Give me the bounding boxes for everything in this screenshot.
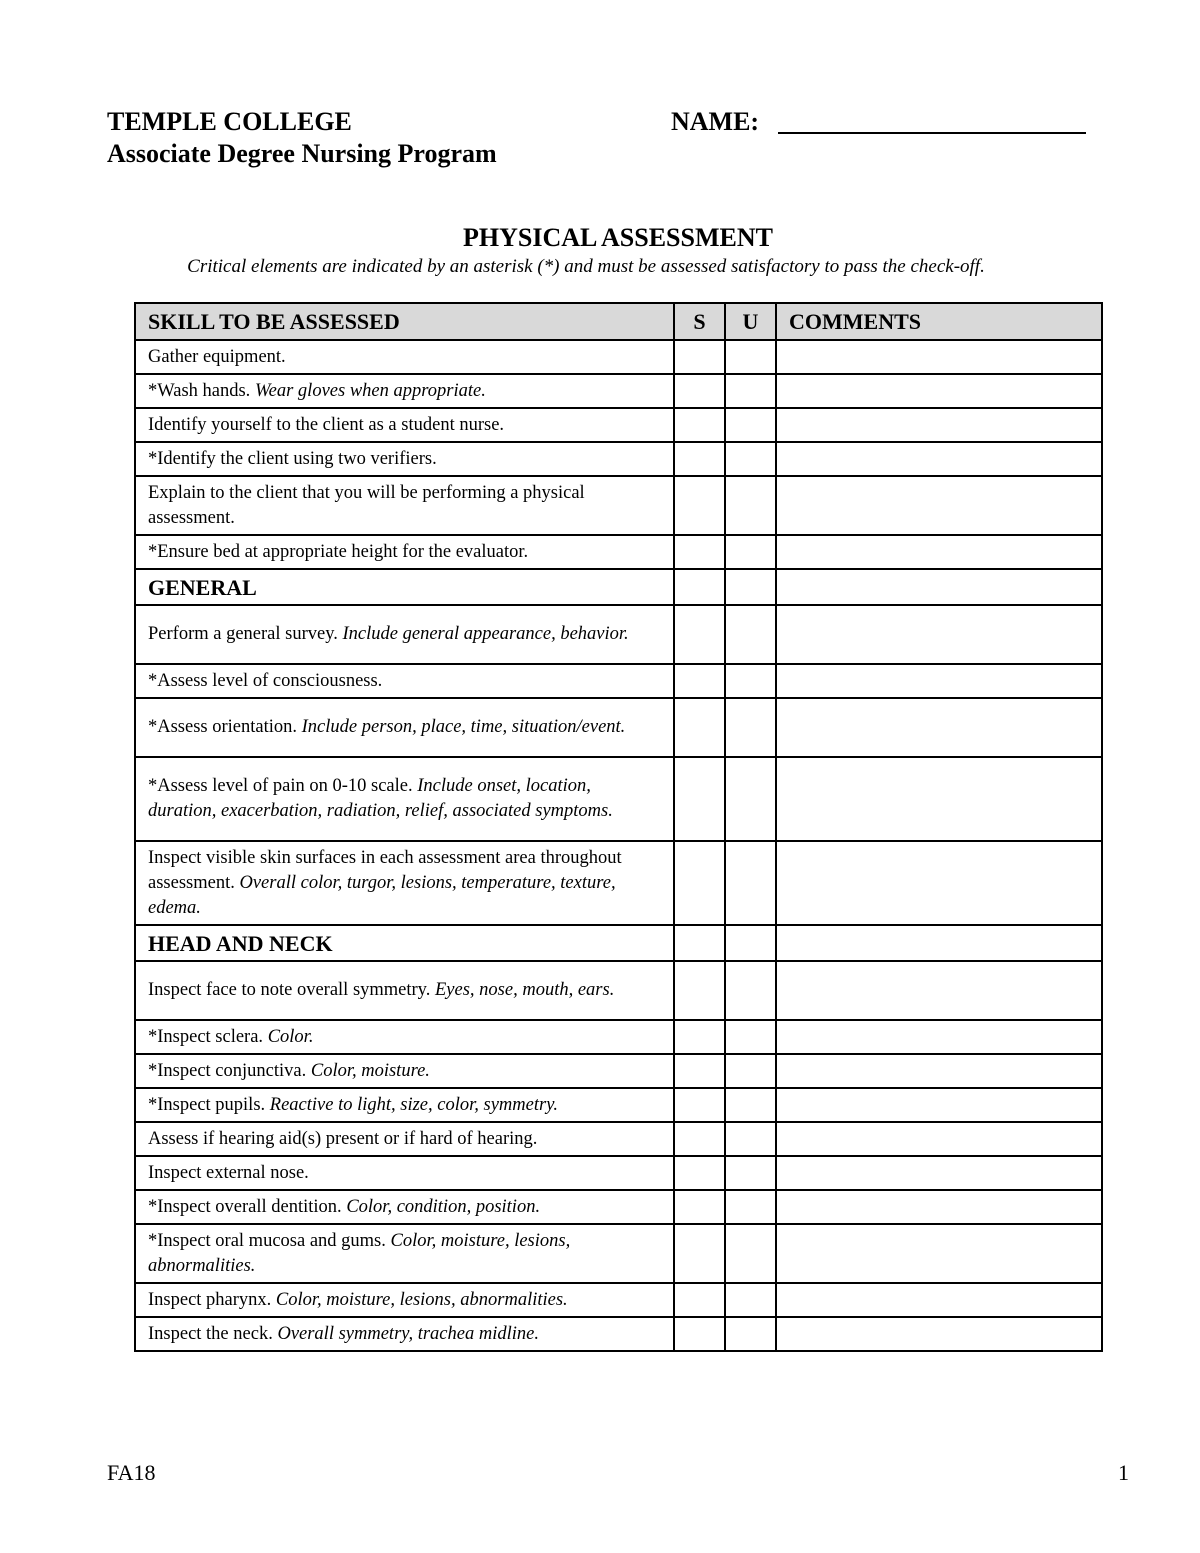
skill-note: Color, moisture. [310, 1060, 430, 1081]
comments-cell[interactable] [776, 340, 1102, 374]
skills-table-body [135, 340, 1102, 1351]
u-checkbox-cell[interactable] [725, 569, 776, 605]
comments-cell[interactable] [776, 374, 1102, 408]
comments-cell[interactable] [776, 1122, 1102, 1156]
section-heading: HEAD AND NECK [135, 925, 674, 961]
skill-text: *Inspect pupils. [148, 1094, 270, 1115]
skill-text: *Assess level of pain on 0-10 scale. [148, 776, 418, 796]
table-row [135, 408, 1102, 442]
skill-cell [135, 961, 674, 1020]
skill-text: *Inspect sclera. [148, 1026, 268, 1047]
skill-text: Inspect face to note overall symmetry. [148, 980, 435, 1000]
table-row [135, 841, 1102, 925]
u-checkbox-cell[interactable] [725, 374, 776, 408]
comments-cell[interactable] [776, 1317, 1102, 1351]
s-checkbox-cell[interactable] [674, 1054, 725, 1088]
u-checkbox-cell[interactable] [725, 535, 776, 569]
skill-text: *Inspect overall dentition. [148, 1196, 347, 1217]
comments-cell[interactable] [776, 1190, 1102, 1224]
skill-note: Include person, place, time, situation/event. [301, 717, 626, 737]
skill-text: *Wash hands. [148, 380, 255, 401]
skill-cell [135, 841, 674, 925]
s-checkbox-cell[interactable] [674, 340, 725, 374]
table-row [135, 535, 1102, 569]
s-checkbox-cell[interactable] [674, 535, 725, 569]
comments-cell[interactable] [776, 1156, 1102, 1190]
skill-text: Inspect external nose. [148, 1162, 309, 1183]
comments-cell[interactable] [776, 476, 1102, 535]
comments-cell[interactable] [776, 408, 1102, 442]
u-checkbox-cell[interactable] [725, 1283, 776, 1317]
section-row [135, 925, 1102, 961]
s-checkbox-cell[interactable] [674, 374, 725, 408]
u-checkbox-cell[interactable] [725, 1317, 776, 1351]
s-checkbox-cell[interactable] [674, 1156, 725, 1190]
skill-note: Overall color, turgor, lesions, temperature, texture, edema. [148, 872, 616, 918]
table-row [135, 961, 1102, 1020]
comments-cell[interactable] [776, 1054, 1102, 1088]
skill-note: Color. [267, 1026, 314, 1047]
comments-cell[interactable] [776, 961, 1102, 1020]
column-header-u: U [725, 303, 776, 340]
skill-cell [135, 1020, 674, 1054]
u-checkbox-cell[interactable] [725, 1020, 776, 1054]
u-checkbox-cell[interactable] [725, 1054, 776, 1088]
comments-cell[interactable] [776, 535, 1102, 569]
s-checkbox-cell[interactable] [674, 476, 725, 535]
s-checkbox-cell[interactable] [674, 569, 725, 605]
s-checkbox-cell[interactable] [674, 1088, 725, 1122]
comments-cell[interactable] [776, 442, 1102, 476]
s-checkbox-cell[interactable] [674, 757, 725, 841]
table-row [135, 1054, 1102, 1088]
u-checkbox-cell[interactable] [725, 757, 776, 841]
skill-text: *Assess level of consciousness. [148, 670, 383, 691]
table-row [135, 442, 1102, 476]
u-checkbox-cell[interactable] [725, 408, 776, 442]
s-checkbox-cell[interactable] [674, 1224, 725, 1283]
u-checkbox-cell[interactable] [725, 698, 776, 757]
u-checkbox-cell[interactable] [725, 925, 776, 961]
u-checkbox-cell[interactable] [725, 476, 776, 535]
table-row [135, 605, 1102, 664]
skill-text: Assess if hearing aid(s) present or if hard of hearing. [148, 1128, 538, 1149]
s-checkbox-cell[interactable] [674, 961, 725, 1020]
s-checkbox-cell[interactable] [674, 698, 725, 757]
skill-cell [135, 1054, 674, 1088]
comments-cell[interactable] [776, 841, 1102, 925]
skill-text: Inspect visible skin surfaces in each assessment area throughout assessment. [148, 847, 622, 893]
u-checkbox-cell[interactable] [725, 442, 776, 476]
name-label: NAME: [671, 107, 760, 136]
skill-note: Color, moisture, lesions, abnormalities. [148, 1230, 571, 1276]
comments-cell[interactable] [776, 925, 1102, 961]
s-checkbox-cell[interactable] [674, 1122, 725, 1156]
skill-text: Inspect the neck. [148, 1323, 278, 1344]
comments-cell[interactable] [776, 569, 1102, 605]
footer-code: FA18 [107, 1460, 156, 1485]
skill-text: Explain to the client that you will be performing a physical assessment. [148, 482, 585, 528]
comments-cell[interactable] [776, 757, 1102, 841]
skill-text: Inspect pharynx. [148, 1289, 276, 1310]
s-checkbox-cell[interactable] [674, 664, 725, 698]
skill-cell [135, 535, 674, 569]
s-checkbox-cell[interactable] [674, 605, 725, 664]
skill-note: Reactive to light, size, color, symmetry. [269, 1094, 559, 1115]
skill-text: Gather equipment. [148, 346, 286, 367]
institution-name: TEMPLE COLLEGE [107, 107, 352, 136]
u-checkbox-cell[interactable] [725, 664, 776, 698]
skill-text: *Ensure bed at appropriate height for the evaluator. [148, 541, 529, 562]
u-checkbox-cell[interactable] [725, 961, 776, 1020]
s-checkbox-cell[interactable] [674, 925, 725, 961]
u-checkbox-cell[interactable] [725, 1156, 776, 1190]
skill-note: Eyes, nose, mouth, ears. [435, 980, 615, 1000]
skill-note: Include general appearance, behavior. [342, 624, 629, 644]
skill-note: Include onset, location, duration, exacerbation, radiation, relief, associated symptoms. [148, 776, 613, 821]
skill-text: *Inspect oral mucosa and gums. [148, 1230, 391, 1251]
table-row [135, 1020, 1102, 1054]
page-number: 1 [1118, 1460, 1129, 1485]
skill-note: Overall symmetry, trachea midline. [277, 1323, 539, 1344]
skill-cell [135, 340, 674, 374]
table-row [135, 374, 1102, 408]
comments-cell[interactable] [776, 1283, 1102, 1317]
skill-note: Color, condition, position. [346, 1196, 541, 1217]
skill-cell [135, 374, 674, 408]
page-subtitle: Critical elements are indicated by an asterisk (*) and must be assessed satisfactory to pass the check-off. [187, 256, 985, 277]
name-field-line[interactable] [778, 132, 1086, 134]
section-row [135, 569, 1102, 605]
table-row [135, 698, 1102, 757]
table-header-row [135, 303, 1102, 340]
skill-cell [135, 757, 674, 841]
s-checkbox-cell[interactable] [674, 1020, 725, 1054]
skill-cell [135, 605, 674, 664]
s-checkbox-cell[interactable] [674, 408, 725, 442]
comments-cell[interactable] [776, 1020, 1102, 1054]
skill-text: Perform a general survey. [148, 624, 343, 644]
skill-text: *Assess orientation. [148, 717, 302, 737]
skill-cell [135, 1088, 674, 1122]
skill-cell [135, 1156, 674, 1190]
skill-cell [135, 1122, 674, 1156]
s-checkbox-cell[interactable] [674, 1190, 725, 1224]
table-row [135, 1224, 1102, 1283]
table-row [135, 1190, 1102, 1224]
skills-checklist-table [134, 302, 1103, 1352]
skill-cell [135, 664, 674, 698]
skill-cell [135, 1283, 674, 1317]
comments-cell[interactable] [776, 1224, 1102, 1283]
skill-cell [135, 408, 674, 442]
table-row [135, 1283, 1102, 1317]
section-heading: GENERAL [135, 569, 674, 605]
table-row [135, 476, 1102, 535]
skill-cell [135, 1317, 674, 1351]
s-checkbox-cell[interactable] [674, 841, 725, 925]
table-row [135, 757, 1102, 841]
s-checkbox-cell[interactable] [674, 442, 725, 476]
column-header-s: S [674, 303, 725, 340]
skill-cell [135, 476, 674, 535]
u-checkbox-cell[interactable] [725, 340, 776, 374]
skill-cell [135, 442, 674, 476]
table-row [135, 340, 1102, 374]
u-checkbox-cell[interactable] [725, 1190, 776, 1224]
u-checkbox-cell[interactable] [725, 1224, 776, 1283]
program-name: Associate Degree Nursing Program [107, 139, 497, 168]
skill-note: Color, moisture, lesions, abnormalities. [275, 1289, 568, 1310]
skill-note: Wear gloves when appropriate. [254, 380, 486, 401]
page-title: PHYSICAL ASSESSMENT [463, 223, 773, 252]
comments-cell[interactable] [776, 698, 1102, 757]
skill-cell [135, 1190, 674, 1224]
u-checkbox-cell[interactable] [725, 605, 776, 664]
column-header-skill: SKILL TO BE ASSESSED [135, 303, 674, 340]
skill-cell [135, 698, 674, 757]
skill-cell [135, 1224, 674, 1283]
column-header-comments: COMMENTS [776, 303, 1102, 340]
skill-text: *Identify the client using two verifiers. [148, 448, 437, 469]
u-checkbox-cell[interactable] [725, 841, 776, 925]
s-checkbox-cell[interactable] [674, 1317, 725, 1351]
comments-cell[interactable] [776, 664, 1102, 698]
table-row [135, 664, 1102, 698]
table-row [135, 1156, 1102, 1190]
table-row [135, 1122, 1102, 1156]
table-row [135, 1088, 1102, 1122]
comments-cell[interactable] [776, 1088, 1102, 1122]
table-row [135, 1317, 1102, 1351]
u-checkbox-cell[interactable] [725, 1088, 776, 1122]
s-checkbox-cell[interactable] [674, 1283, 725, 1317]
u-checkbox-cell[interactable] [725, 1122, 776, 1156]
comments-cell[interactable] [776, 605, 1102, 664]
skill-text: Identify yourself to the client as a student nurse. [148, 414, 505, 435]
skill-text: *Inspect conjunctiva. [148, 1060, 311, 1081]
